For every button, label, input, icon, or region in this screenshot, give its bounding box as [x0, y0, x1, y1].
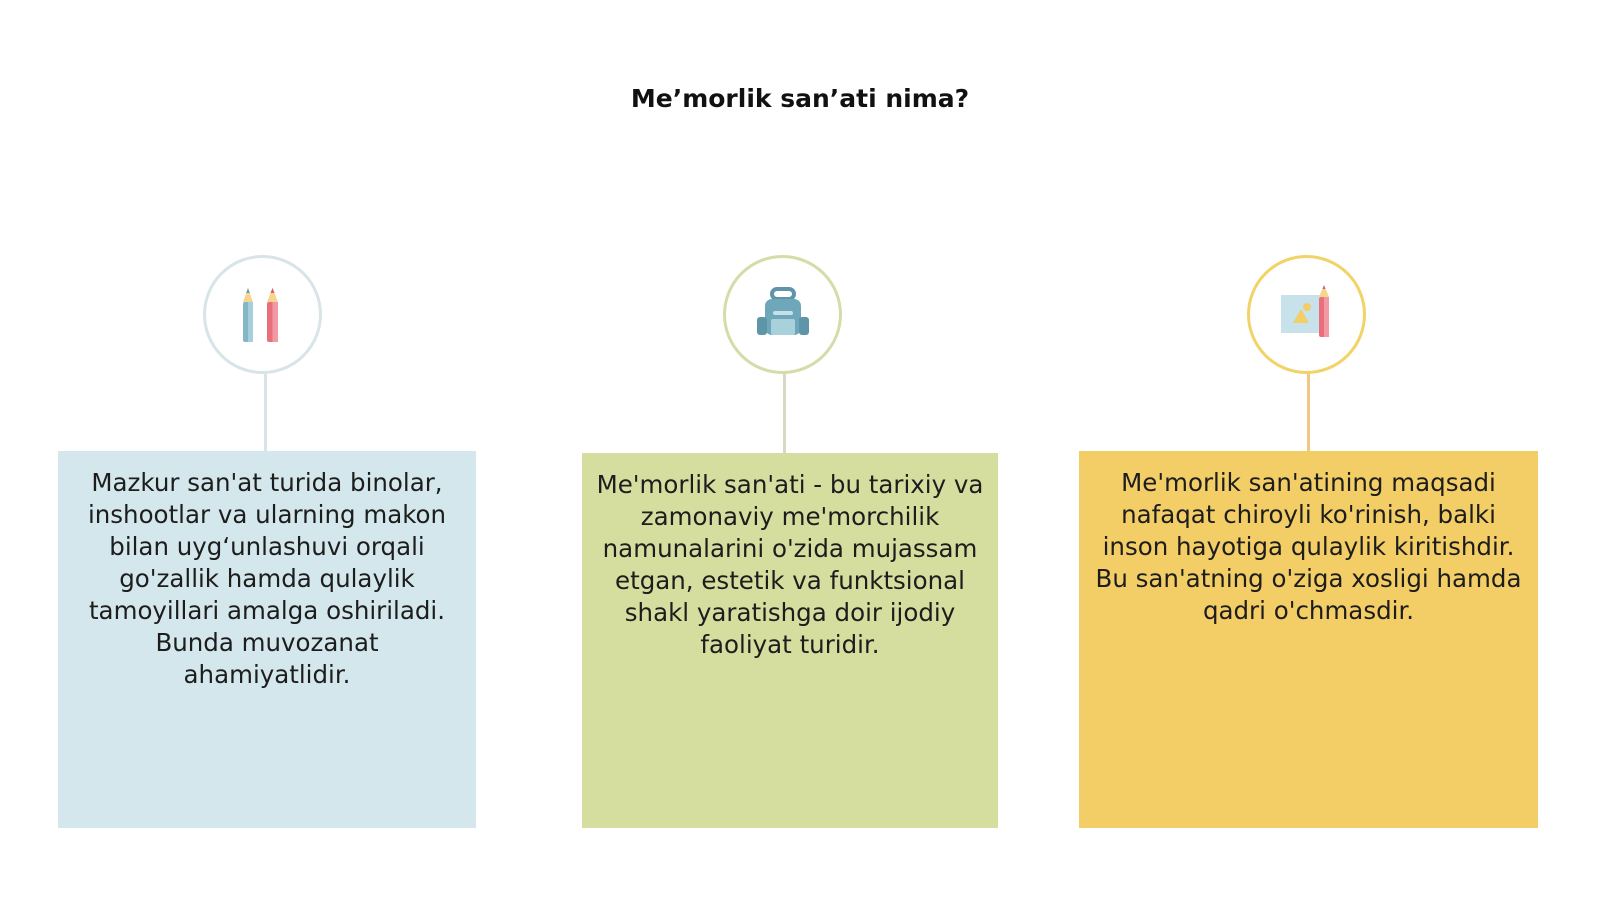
card-text: Mazkur san'at turida binolar, inshootlar va ularning makon bilan uyg‘unlashuvi orqali go'zallik hamda qulaylik tamoyillari amalga oshiriladi. Bunda muvozanat ahamiyatlidir. [87, 468, 447, 689]
drawing-pencil-icon-circle [1247, 255, 1366, 374]
pencils-icon-circle [203, 255, 322, 374]
drawing-pencil-icon [1275, 283, 1339, 347]
connector-line [1307, 374, 1310, 451]
card-text: Me'morlik san'atining maqsadi nafaqat chiroyli ko'rinish, balki inson hayotiga qulaylik kiritishdir. Bu san'atning o'ziga xosligi hamda qadri o'chmasdir. [1095, 468, 1522, 625]
connector-line [264, 374, 267, 451]
info-card [58, 451, 476, 828]
slide-title: Me’morlik san’ati nima? [630, 84, 970, 113]
backpack-icon [751, 283, 815, 347]
backpack-icon-circle [723, 255, 842, 374]
pencils-icon [233, 280, 293, 350]
card-text: Me'morlik san'ati - bu tarixiy va zamonaviy me'morchilik namunalarini o'zida mujassam etgan, estetik va funktsional shakl yaratishga doir ijodiy faoliyat turidir. [596, 470, 984, 659]
connector-line [783, 374, 786, 453]
info-card [582, 453, 998, 828]
info-card [1079, 451, 1538, 828]
